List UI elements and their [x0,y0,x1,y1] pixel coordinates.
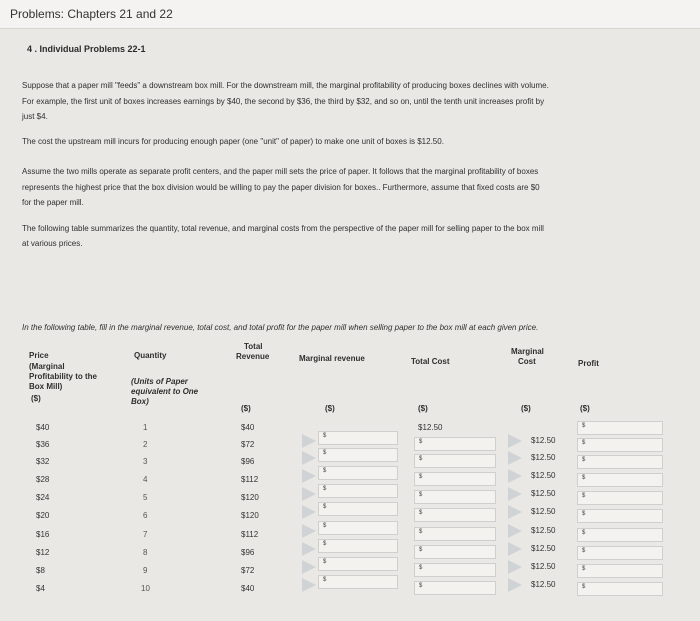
marginal-revenue-input[interactable] [318,575,398,589]
header-total-revenue-1: Total [244,342,263,351]
marginal-revenue-dropdown-arrow[interactable] [302,451,316,465]
marginal-cost-dropdown-arrow[interactable] [508,505,522,519]
marginal-revenue-dropdown-arrow[interactable] [302,487,316,501]
profit-input[interactable] [577,491,663,505]
marginal-revenue-dropdown-arrow[interactable] [302,469,316,483]
marginal-revenue-dropdown-arrow[interactable] [302,578,316,592]
total-revenue-value: $96 [241,548,255,557]
quantity-value: 2 [143,440,148,449]
price-value: $12 [36,548,50,557]
profit-input[interactable] [577,438,663,452]
header-marginal-revenue-unit: ($) [325,404,335,413]
total-revenue-value: $112 [241,475,259,484]
marginal-cost-dropdown-arrow[interactable] [508,560,522,574]
marginal-cost-value: $12.50 [531,489,556,498]
header-marginal-cost-1: Marginal [511,347,544,356]
total-revenue-value: $112 [241,530,259,539]
header-profit-unit: ($) [580,404,590,413]
dollar-sign: $ [582,440,586,446]
paragraph-table-summary-line-2: at various prices. [22,239,83,248]
price-value: $20 [36,511,50,520]
total-revenue-value: $96 [241,457,255,466]
profit-input[interactable] [577,455,663,469]
marginal-cost-value: $12.50 [531,507,556,516]
quantity-value: 9 [143,566,148,575]
dollar-sign: $ [323,577,327,583]
marginal-cost-dropdown-arrow[interactable] [508,524,522,538]
profit-input[interactable] [577,564,663,578]
header-quantity-sub-1: (Units of Paper [131,377,188,386]
dollar-sign: $ [419,456,423,462]
marginal-revenue-dropdown-arrow[interactable] [302,524,316,538]
price-value: $8 [36,566,45,575]
dollar-sign: $ [582,493,586,499]
paragraph-intro-line-2: For example, the first unit of boxes increases earnings by $40, the second by $36, the third by $32, and so on, until the tenth unit increases profit by [22,97,545,106]
header-total-cost-unit: ($) [418,404,428,413]
total-revenue-value: $40 [241,423,255,432]
header-total-revenue-2: Revenue [236,352,270,361]
marginal-revenue-dropdown-arrow[interactable] [302,560,316,574]
marginal-cost-value: $12.50 [531,562,556,571]
quantity-value: 8 [143,548,148,557]
dollar-sign: $ [323,486,327,492]
marginal-cost-dropdown-arrow[interactable] [508,487,522,501]
problem-title: 4 . Individual Problems 22-1 [27,44,146,54]
header-quantity-sub-3: Box) [131,397,149,406]
profit-input[interactable] [577,582,663,596]
profit-input[interactable] [577,528,663,542]
marginal-revenue-dropdown-arrow[interactable] [302,542,316,556]
marginal-cost-value: $12.50 [531,436,556,445]
price-value: $40 [36,423,50,432]
table-instruction: In the following table, fill in the marginal revenue, total cost, and total profit for the paper mill when selling paper to the box mill at each given price. [22,323,539,332]
profit-input[interactable] [577,473,663,487]
price-value: $24 [36,493,50,502]
price-value: $32 [36,457,50,466]
dollar-sign: $ [582,584,586,590]
marginal-revenue-input[interactable] [318,557,398,571]
marginal-revenue-input[interactable] [318,448,398,462]
quantity-value: 6 [143,511,148,520]
header-marginal-cost-unit: ($) [521,404,531,413]
dollar-sign: $ [582,548,586,554]
problem-content [0,28,700,621]
dollar-sign: $ [323,541,327,547]
marginal-cost-value: $12.50 [531,580,556,589]
quantity-value: 7 [143,530,148,539]
profit-input[interactable] [577,421,663,435]
header-total-revenue-unit: ($) [241,404,251,413]
total-cost-first-value: $12.50 [418,423,443,432]
profit-input[interactable] [577,509,663,523]
header-quantity: Quantity [134,351,167,360]
dollar-sign: $ [419,510,423,516]
dollar-sign: $ [419,529,423,535]
dollar-sign: $ [419,583,423,589]
marginal-cost-value: $12.50 [531,453,556,462]
dollar-sign: $ [419,474,423,480]
marginal-revenue-dropdown-arrow[interactable] [302,505,316,519]
dollar-sign: $ [582,530,586,536]
marginal-revenue-dropdown-arrow[interactable] [302,434,316,448]
marginal-cost-dropdown-arrow[interactable] [508,434,522,448]
marginal-cost-dropdown-arrow[interactable] [508,451,522,465]
total-revenue-value: $72 [241,440,255,449]
header-profit: Profit [578,359,599,368]
dollar-sign: $ [419,565,423,571]
header-marginal-revenue: Marginal revenue [299,354,365,363]
paragraph-assumption-line-1: Assume the two mills operate as separate profit centers, and the paper mill sets the price of paper. It follows that the marginal profitability of boxes [22,167,539,176]
marginal-cost-dropdown-arrow[interactable] [508,578,522,592]
total-cost-input[interactable] [414,581,496,595]
header-price: Price [29,351,49,360]
dollar-sign: $ [323,433,327,439]
total-cost-input[interactable] [414,527,496,541]
marginal-cost-value: $12.50 [531,544,556,553]
dollar-sign: $ [582,475,586,481]
total-cost-input[interactable] [414,545,496,559]
quantity-value: 10 [141,584,150,593]
total-cost-input[interactable] [414,563,496,577]
total-cost-input[interactable] [414,490,496,504]
marginal-cost-dropdown-arrow[interactable] [508,542,522,556]
price-value: $28 [36,475,50,484]
total-revenue-value: $40 [241,584,255,593]
total-revenue-value: $120 [241,511,259,520]
price-value: $4 [36,584,45,593]
paragraph-assumption-line-3: for the paper mill. [22,198,84,207]
marginal-revenue-input[interactable] [318,466,398,480]
header-price-sub-1: (Marginal [29,362,65,371]
dollar-sign: $ [323,450,327,456]
quantity-value: 5 [143,493,148,502]
page-header [0,0,700,29]
header-price-sub-2: Profitability to the [29,372,97,381]
total-revenue-value: $120 [241,493,259,502]
price-value: $16 [36,530,50,539]
marginal-revenue-input[interactable] [318,502,398,516]
price-value: $36 [36,440,50,449]
total-cost-input[interactable] [414,437,496,451]
dollar-sign: $ [582,511,586,517]
dollar-sign: $ [323,504,327,510]
dollar-sign: $ [419,547,423,553]
marginal-cost-dropdown-arrow[interactable] [508,469,522,483]
paragraph-table-summary-line-1: The following table summarizes the quantity, total revenue, and marginal costs from the perspective of the paper mill for selling paper to the box mill [22,224,544,233]
dollar-sign: $ [323,523,327,529]
header-quantity-sub-2: equivalent to One [131,387,199,396]
header-marginal-cost-2: Cost [518,357,536,366]
marginal-revenue-input[interactable] [318,521,398,535]
dollar-sign: $ [582,566,586,572]
header-total-cost: Total Cost [411,357,450,366]
total-cost-input[interactable] [414,508,496,522]
paragraph-cost: The cost the upstream mill incurs for producing enough paper (one "unit" of paper) to make one unit of boxes is $12.50. [22,137,444,146]
dollar-sign: $ [419,492,423,498]
marginal-revenue-input[interactable] [318,484,398,498]
marginal-cost-value: $12.50 [531,526,556,535]
quantity-value: 4 [143,475,148,484]
quantity-value: 1 [143,423,148,432]
paragraph-assumption-line-2: represents the highest price that the box division would be willing to pay the paper division for boxes.. Furthermore, assume that fixed costs are $0 [22,183,540,192]
paragraph-intro-line-1: Suppose that a paper mill "feeds" a downstream box mill. For the downstream mill, the marginal profitability of producing boxes declines with volume. [22,81,549,90]
marginal-cost-value: $12.50 [531,471,556,480]
total-revenue-value: $72 [241,566,255,575]
header-price-sub-3: Box Mill) [29,382,63,391]
paragraph-intro-line-3: just $4. [22,112,48,121]
profit-input[interactable] [577,546,663,560]
marginal-revenue-input[interactable] [318,539,398,553]
dollar-sign: $ [323,559,327,565]
dollar-sign: $ [323,468,327,474]
dollar-sign: $ [582,423,586,429]
dollar-sign: $ [582,457,586,463]
page-title: Problems: Chapters 21 and 22 [10,7,173,21]
header-price-unit: ($) [31,394,41,403]
total-cost-input[interactable] [414,454,496,468]
marginal-revenue-input[interactable] [318,431,398,445]
total-cost-input[interactable] [414,472,496,486]
dollar-sign: $ [419,439,423,445]
quantity-value: 3 [143,457,148,466]
